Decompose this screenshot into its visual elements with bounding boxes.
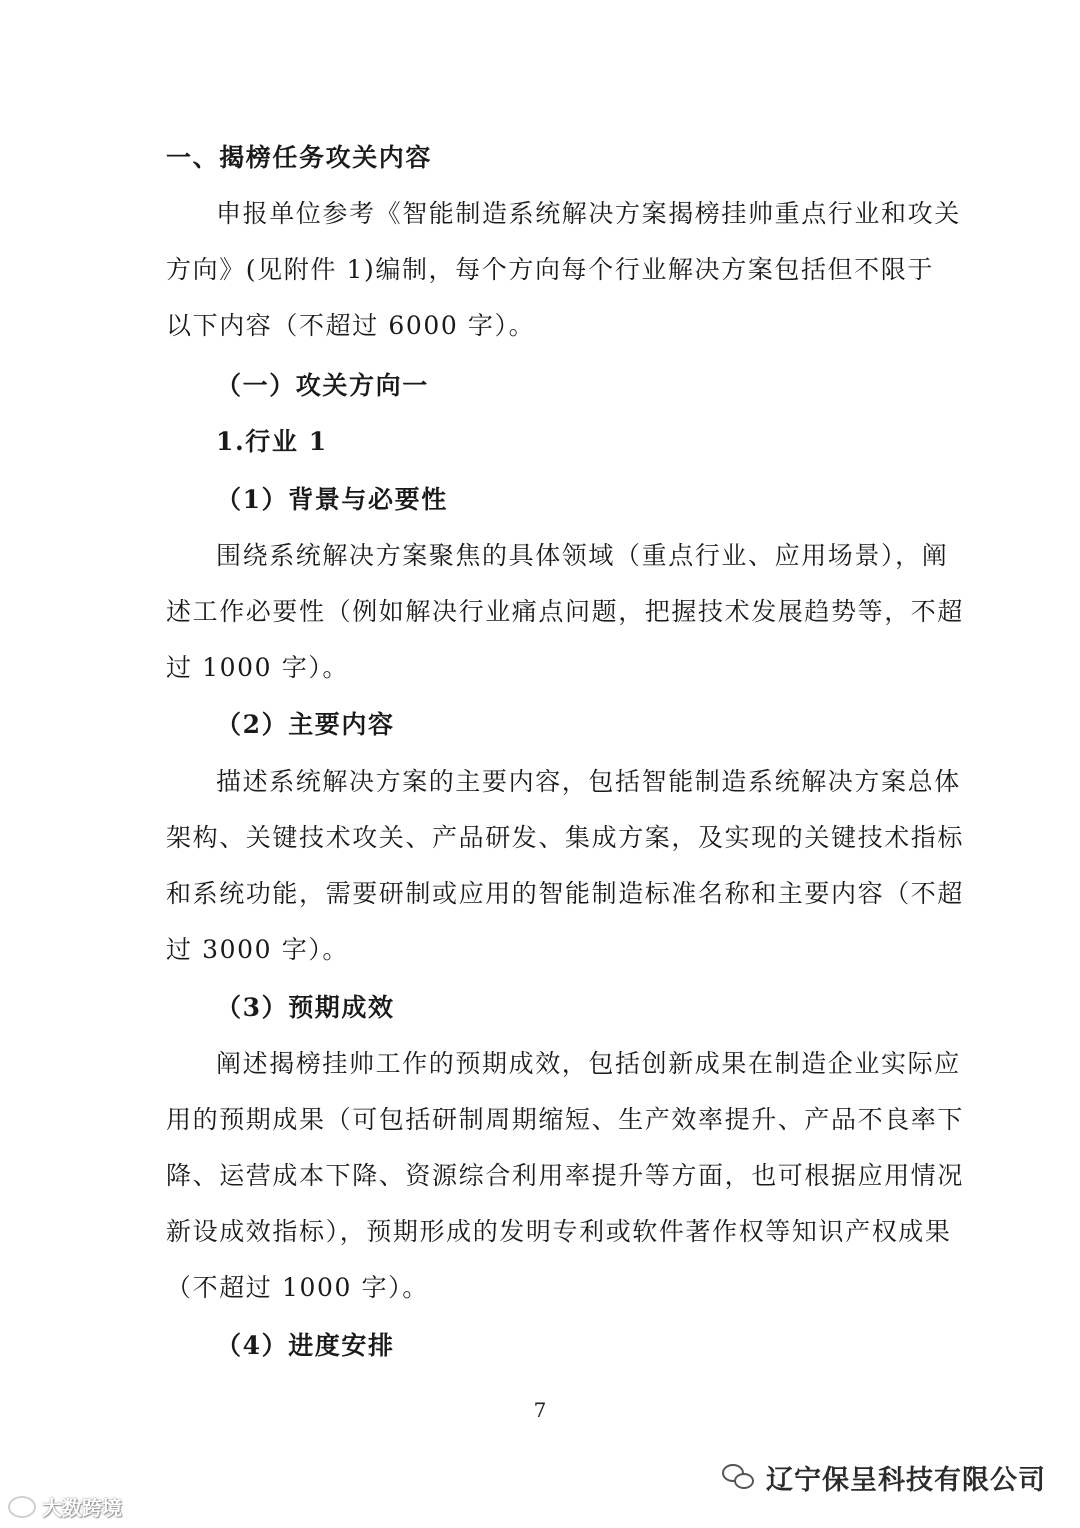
item-2-title: （2）主要内容 xyxy=(216,710,395,739)
item-2-line-2: 架构、关键技术攻关、产品研发、集成方案，及实现的关键技术指标 xyxy=(166,823,965,852)
section-heading: 一、揭榜任务攻关内容 xyxy=(166,143,433,172)
watermark-right xyxy=(722,1458,1046,1497)
item-3-line-1: 阐述揭榜挂帅工作的预期成效，包括创新成果在制造企业实际应 xyxy=(216,1049,961,1078)
page-number: 7 xyxy=(533,1398,547,1422)
wechat-icon xyxy=(722,1464,756,1492)
industry-heading: 1.行业 1 xyxy=(216,427,328,456)
item-1-line-2: 述工作必要性（例如解决行业痛点问题，把握技术发展趋势等，不超 xyxy=(166,597,965,626)
item-3-line-5: （不超过 1000 字）。 xyxy=(166,1273,429,1302)
item-3-line-4: 新设成效指标），预期形成的发明专利或软件著作权等知识产权成果 xyxy=(166,1217,952,1246)
intro-line-2: 方向》(见附件 1)编制，每个方向每个行业解决方案包括但不限于 xyxy=(166,255,934,284)
item-1-title: （1）背景与必要性 xyxy=(216,485,448,514)
item-3-line-2: 用的预期成果（可包括研制周期缩短、生产效率提升、产品不良率下 xyxy=(166,1105,965,1134)
item-2-line-1: 描述系统解决方案的主要内容，包括智能制造系统解决方案总体 xyxy=(216,767,961,796)
item-2-line-4: 过 3000 字）。 xyxy=(166,935,350,964)
intro-line-1: 申报单位参考《智能制造系统解决方案揭榜挂帅重点行业和攻关 xyxy=(216,199,961,228)
item-4-title: （4）进度安排 xyxy=(216,1331,395,1360)
circle-logo-icon xyxy=(8,1496,36,1518)
item-1-line-3: 过 1000 字）。 xyxy=(166,653,350,682)
item-1-line-1: 围绕系统解决方案聚焦的具体领域（重点行业、应用场景），阐 xyxy=(216,541,949,570)
item-3-line-3: 降、运营成本下降、资源综合利用率提升等方面，也可根据应用情况 xyxy=(166,1161,965,1190)
watermark-right-text: 辽宁保呈科技有限公司 xyxy=(766,1465,1046,1496)
item-2-line-3: 和系统功能，需要研制或应用的智能制造标准名称和主要内容（不超 xyxy=(166,879,965,908)
watermark-left-text: 大数跨境 xyxy=(42,1496,122,1520)
subsection-heading: （一）攻关方向一 xyxy=(216,371,429,400)
watermark-left xyxy=(8,1492,122,1521)
intro-line-3: 以下内容（不超过 6000 字）。 xyxy=(166,311,536,340)
item-3-title: （3）预期成效 xyxy=(216,993,395,1022)
